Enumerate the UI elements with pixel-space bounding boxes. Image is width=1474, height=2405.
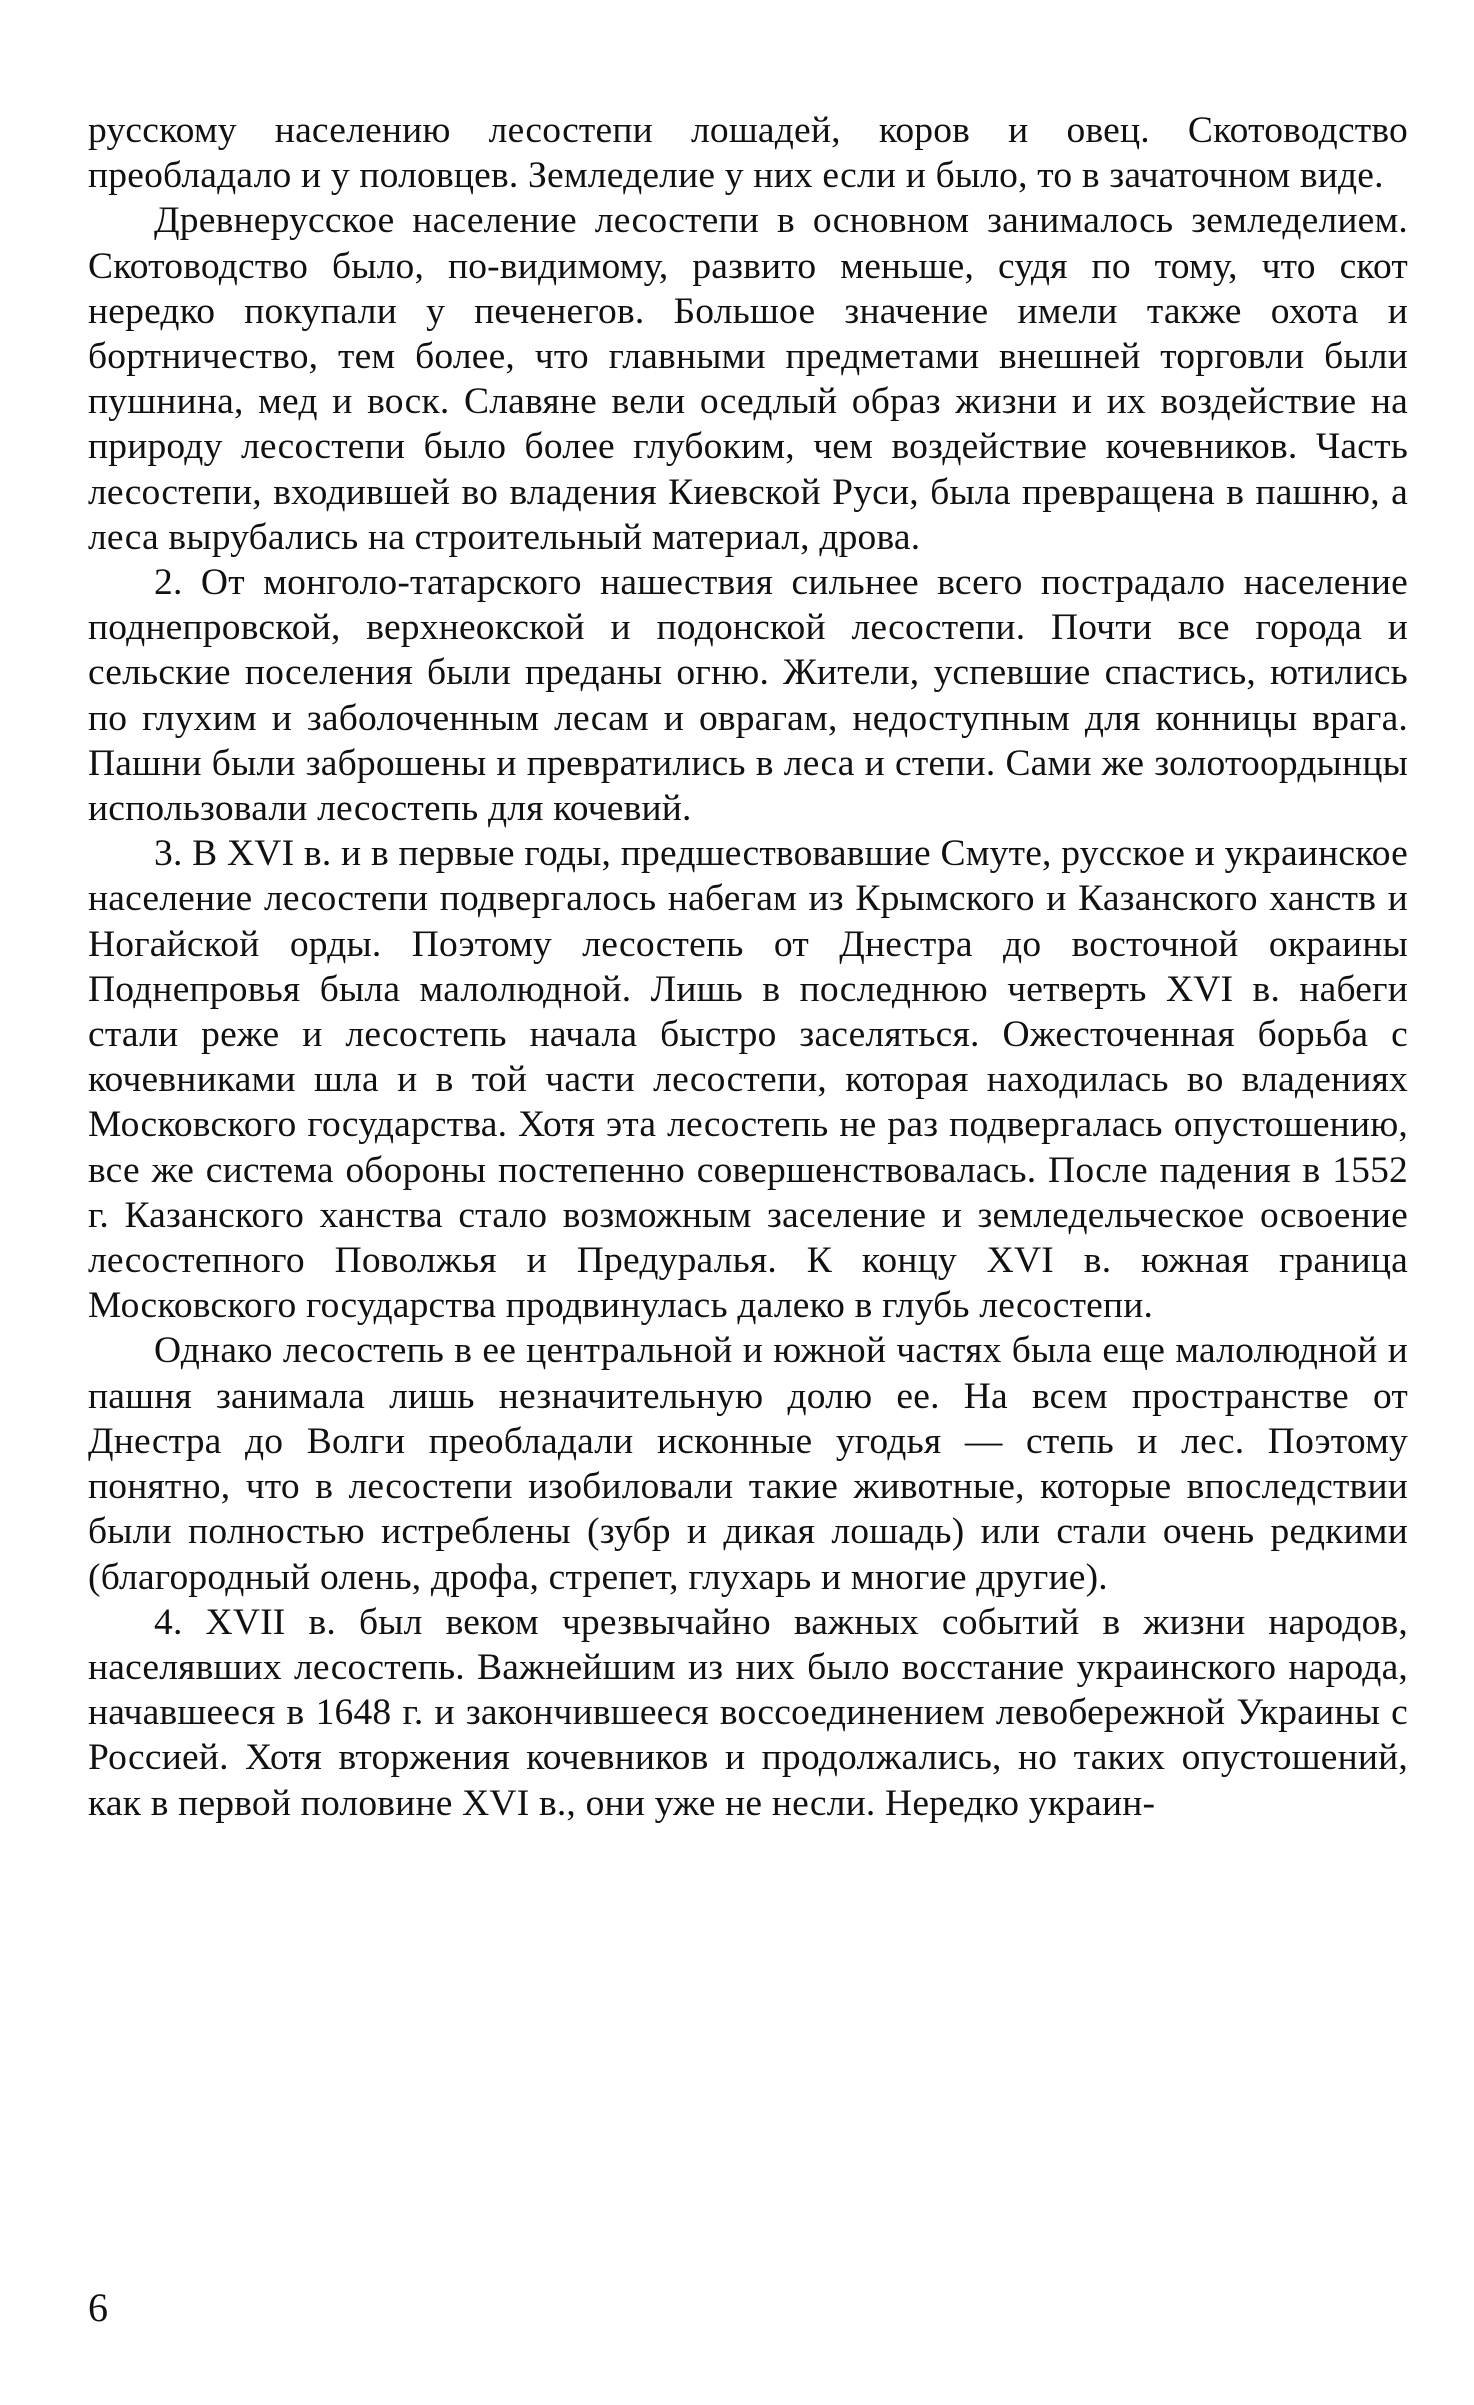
page-body: [88, 108, 1408, 1826]
paragraph-wildlife: Однако лесостепь в ее центральной и южной частях была еще малолюдной и пашня занимала лишь незначительную долю ее. На всем пространстве от Днестра до Волги преобладали исконные угодья — степь и лес. Поэтому понятно, что в лесостепи изобиловали такие животные, которые впоследствии были полностью истреблены (зубр и дикая лошадь) или стали очень редкими (благородный олень, дрофа, стрепет, глухарь и многие другие).: [88, 1330, 1408, 1598]
paragraph-continuation: русскому населению лесостепи лошадей, коров и овец. Скотоводство преобладало и у половцев. Земледелие у них если и было, то в зачаточном виде.: [88, 110, 1408, 197]
paragraph-section-4: 4. XVII в. был веком чрезвычайно важных событий в жизни народов, населявших лесостепь. Важнейшим из них было восстание украинского народа, начавшееся в 1648 г. и закончившееся воссоединением левобережной Украины с Россией. Хотя вторжения кочевников и продолжались, но таких опустошений, как в первой половине XVI в., они уже не несли. Нередко украин-: [88, 1601, 1408, 1824]
paragraph-section-2: 2. От монголо-татарского нашествия сильнее всего пострадало население поднепровской, верхнеокской и подонской лесостепи. Почти все города и сельские поселения были преданы огню. Жители, успевшие спастись, ютились по глухим и заболоченным лесам и оврагам, недоступным для конницы врага. Пашни были заброшены и превратились в леса и степи. Сами же золотоордынцы использовали лесостепь для кочевий.: [88, 562, 1408, 830]
paragraph-section-3: 3. В XVI в. и в первые годы, предшествовавшие Смуте, русское и украинское население лесостепи подвергалось набегам из Крымского и Казанского ханств и Ногайской орды. Поэтому лесостепь от Днестра до восточной окраины Поднепровья была малолюдной. Лишь в последнюю четверть XVI в. набеги стали реже и лесостепь начала быстро заселяться. Ожесточенная борьба с кочевниками шла и в той части лесостепи, которая находилась во владениях Московского государства. Хотя эта лесостепь не раз подвергалась опустошению, все же система обороны постепенно совершенствовалась. После падения в 1552 г. Казанского ханства стало возможным заселение и земледельческое освоение лесостепного Поволжья и Предуралья. К концу XVI в. южная граница Московского государства продвинулась далеко в глубь лесостепи.: [88, 833, 1408, 1327]
paragraph-agriculture: Древнерусское население лесостепи в основном занималось земледелием. Скотоводство было, по-видимому, развито меньше, судя по тому, что скот нередко покупали у печенегов. Большое значение имели также охота и бортничество, тем более, что главными предметами внешней торговли были пушнина, мед и воск. Славяне вели оседлый образ жизни и их воздействие на природу лесостепи было более глубоким, чем воздействие кочевников. Часть лесостепи, входившей во владения Киевской Руси, была превращена в пашню, а леса вырубались на строительный материал, дрова.: [88, 200, 1408, 558]
page-number: 6: [88, 2285, 108, 2330]
